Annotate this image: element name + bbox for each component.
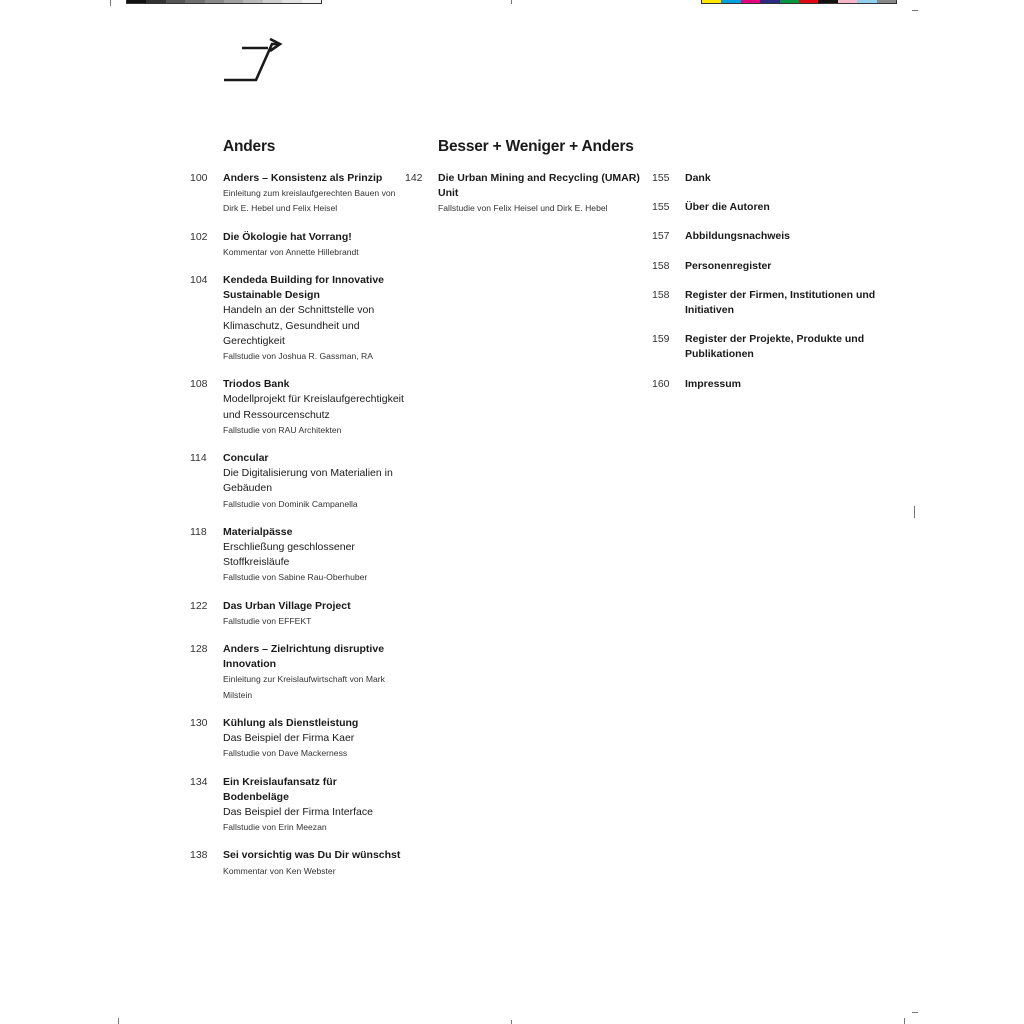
section-heading: Anders	[223, 138, 276, 155]
toc-entry	[652, 288, 892, 318]
entry-author: Einleitung zum kreislaufgerechten Bauen von Dirk E. Hebel und Felix Heisel	[223, 188, 396, 214]
entry-title: Kühlung als Dienstleistung	[223, 716, 359, 729]
toc-entry	[652, 171, 892, 186]
entry-title: Die Ökologie hat Vorrang!	[223, 230, 352, 243]
toc-entry-body	[438, 171, 645, 217]
entry-title: Abbildungsnachweis	[685, 230, 791, 243]
toc-entry	[190, 642, 405, 703]
entry-title: Die Urban Mining and Recycling (UMAR) Unit	[438, 172, 640, 200]
entry-title: Dank	[685, 172, 711, 184]
toc-entry-body	[685, 259, 892, 274]
toc-entry	[652, 229, 892, 244]
entry-title: Anders – Zielrichtung disruptive Innovation	[223, 643, 385, 671]
zigzag-arrow-icon	[222, 38, 284, 86]
page-number: 158	[652, 288, 670, 301]
toc-entry	[190, 230, 405, 260]
entry-author: Kommentar von Annette Hillebrandt	[223, 246, 359, 257]
entry-subtitle: Erschließung geschlossener Stoffkreisläufe	[223, 541, 355, 569]
calibration-swatch	[857, 0, 876, 3]
calibration-swatch	[741, 0, 760, 3]
toc-entry-body	[685, 200, 892, 215]
entry-title: Das Urban Village Project	[223, 599, 351, 612]
grey-calibration-bar	[126, 0, 322, 4]
toc-entry-body	[223, 171, 405, 217]
page-number: 100	[190, 172, 208, 184]
page-number: 122	[190, 599, 208, 612]
calibration-swatch	[799, 0, 818, 3]
entry-author: Fallstudie von Erin Meezan	[223, 822, 327, 833]
entry-title: Kendeda Building for Innovative Sustainable Design	[223, 274, 385, 302]
toc-entry	[652, 332, 892, 362]
toc-entry-list	[190, 171, 405, 879]
entry-author: Fallstudie von RAU Architekten	[223, 424, 342, 435]
page-number: 160	[652, 377, 670, 390]
calibration-swatch	[702, 0, 721, 3]
calibration-swatch	[146, 0, 165, 3]
calibration-swatch	[760, 0, 779, 3]
toc-column-1	[190, 138, 405, 892]
toc-entry-body	[223, 377, 405, 438]
entry-author: Fallstudie von Joshua R. Gassman, RA	[223, 351, 373, 362]
color-calibration-bar	[701, 0, 897, 4]
calibration-swatch	[302, 0, 321, 3]
page-number: 128	[190, 643, 208, 656]
entry-subtitle: Die Digitalisierung von Materialien in Gebäuden	[223, 467, 393, 495]
calibration-swatch	[205, 0, 224, 3]
crop-mark	[912, 1012, 918, 1013]
entry-title: Ein Kreislaufansatz für Bodenbeläge	[223, 775, 337, 803]
crop-mark	[511, 1020, 512, 1024]
toc-entry-body	[685, 171, 892, 186]
entry-author: Fallstudie von EFFEKT	[223, 615, 312, 626]
toc-entry-body	[685, 332, 892, 362]
entry-title: Über die Autoren	[685, 201, 770, 214]
entry-author: Fallstudie von Sabine Rau-Oberhuber	[223, 572, 368, 583]
page-number: 130	[190, 716, 208, 729]
crop-mark	[912, 10, 918, 11]
toc-entry	[652, 200, 892, 215]
calibration-swatch	[838, 0, 857, 3]
page-number: 158	[652, 259, 670, 272]
toc-entry	[190, 716, 405, 762]
toc-entry	[190, 451, 405, 512]
toc-entry	[190, 171, 405, 217]
toc-entry-body	[223, 273, 405, 364]
entry-author: Einleitung zur Kreislaufwirtschaft von Mark Milstein	[223, 674, 385, 700]
calibration-swatch	[780, 0, 799, 3]
toc-column-3	[652, 138, 892, 406]
toc-entry-body	[223, 716, 405, 762]
crop-mark	[904, 1018, 905, 1024]
calibration-swatch	[263, 0, 282, 3]
entry-subtitle: Modellprojekt für Kreislaufgerechtigkeit und Ressourcenschutz	[223, 393, 404, 421]
entry-title: Register der Projekte, Produkte und Publikationen	[685, 333, 865, 361]
toc-entry-body	[223, 230, 405, 260]
toc-column-2	[405, 138, 645, 230]
calibration-swatch	[185, 0, 204, 3]
toc-entry-list	[405, 171, 645, 217]
crop-mark	[110, 0, 111, 6]
toc-entry-body	[223, 599, 405, 629]
page-number: 118	[190, 525, 207, 538]
page-number: 114	[190, 452, 207, 465]
entry-title: Sei vorsichtig was Du Dir wünschst	[223, 849, 401, 862]
crop-mark	[118, 1018, 119, 1024]
toc-entry-body	[685, 288, 892, 318]
toc-entry	[190, 599, 405, 629]
toc-entry-body	[685, 229, 892, 244]
entry-author: Fallstudie von Felix Heisel und Dirk E. Hebel	[438, 203, 608, 214]
crop-mark	[914, 506, 915, 518]
page-number: 157	[652, 230, 670, 243]
toc-entry	[190, 775, 405, 836]
entry-title: Concular	[223, 452, 269, 465]
entry-subtitle: Handeln an der Schnittstelle von Klimaschutz, Gesundheit und Gerechtigkeit	[223, 304, 375, 347]
entry-author: Fallstudie von Dave Mackerness	[223, 748, 348, 759]
calibration-swatch	[721, 0, 740, 3]
toc-entry	[405, 171, 645, 217]
entry-title: Materialpässe	[223, 525, 293, 538]
entry-subtitle: Das Beispiel der Firma Kaer	[223, 732, 355, 745]
entry-title: Register der Firmen, Institutionen und Initiativen	[685, 288, 876, 317]
entry-author: Fallstudie von Dominik Campanella	[223, 498, 358, 509]
toc-entry-body	[223, 775, 405, 836]
page-number: 134	[190, 775, 208, 788]
entry-author: Kommentar von Ken Webster	[223, 865, 336, 876]
calibration-swatch	[224, 0, 243, 3]
toc-entry-body	[223, 848, 405, 878]
section-heading	[685, 138, 892, 171]
entry-title: Impressum	[685, 377, 742, 390]
toc-entry-body	[223, 642, 405, 703]
entry-subtitle: Das Beispiel der Firma Interface	[223, 805, 373, 818]
toc-entry-body	[685, 377, 892, 392]
toc-entry-list	[652, 171, 892, 392]
page-number: 102	[190, 230, 208, 243]
crop-mark	[511, 0, 512, 4]
toc-entry	[652, 377, 892, 392]
page-number: 104	[190, 274, 208, 287]
page-number: 159	[652, 333, 670, 346]
toc-entry	[190, 377, 405, 438]
calibration-swatch	[243, 0, 262, 3]
toc-entry	[190, 525, 405, 586]
entry-title: Triodos Bank	[223, 378, 290, 391]
entry-title: Personenregister	[685, 259, 772, 272]
entry-title: Anders – Konsistenz als Prinzip	[223, 172, 383, 184]
toc-entry	[190, 273, 405, 364]
calibration-swatch	[127, 0, 146, 3]
calibration-swatch	[818, 0, 837, 3]
section-heading: Besser + Weniger + Anders	[438, 138, 634, 155]
page-number: 155	[652, 172, 670, 184]
toc-entry	[190, 848, 405, 878]
page-number: 108	[190, 378, 208, 391]
calibration-swatch	[282, 0, 301, 3]
calibration-swatch	[877, 0, 896, 3]
toc-entry-body	[223, 525, 405, 586]
toc-entry	[652, 259, 892, 274]
toc-entry-body	[223, 451, 405, 512]
page-number: 138	[190, 849, 208, 862]
calibration-swatch	[166, 0, 185, 3]
page-number: 155	[652, 201, 670, 214]
page-number: 142	[405, 172, 423, 184]
